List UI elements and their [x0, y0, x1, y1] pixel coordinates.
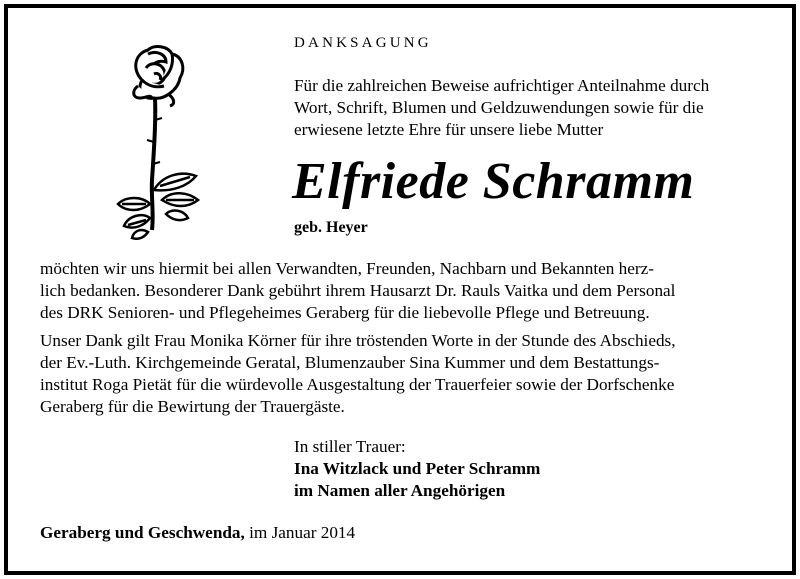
deceased-name: Elfriede Schramm — [292, 153, 695, 210]
rose-icon — [102, 40, 202, 240]
intro-line: Für die zahlreichen Beweise aufrichtiger Anteilnahme durch — [294, 76, 710, 95]
thanks-paragraph-2 — [40, 330, 770, 418]
signature-intro: In stiller Trauer: — [294, 437, 406, 456]
signature-family: im Namen aller Angehörigen — [294, 481, 506, 500]
signature-names: Ina Witzlack und Peter Schramm — [294, 459, 541, 478]
place-name: Geraberg und Geschwenda, — [40, 523, 245, 542]
thanks-paragraph-1 — [40, 258, 770, 324]
birth-name: geb. Heyer — [294, 219, 368, 236]
paragraph-line: institut Roga Pietät für die würdevolle Ausgestaltung der Trauerfeier sowie der Dorfschenke — [40, 375, 675, 394]
signature-block — [294, 436, 540, 502]
paragraph-line: möchten wir uns hiermit bei allen Verwandten, Freunden, Nachbarn und Bekannten herz- — [40, 259, 654, 278]
paragraph-line: der Ev.-Luth. Kirchgemeinde Geratal, Blumenzauber Sina Kummer und dem Bestattungs- — [40, 353, 660, 372]
date-text: im Januar 2014 — [249, 523, 356, 542]
paragraph-line: des DRK Senioren- und Pflegeheimes Geraberg für die liebevolle Pflege und Betreuung. — [40, 303, 650, 322]
place-date — [40, 523, 355, 543]
intro-text — [294, 75, 774, 141]
paragraph-line: lich bedanken. Besonderer Dank gebührt ihrem Hausarzt Dr. Rauls Vaitka und dem Personal — [40, 281, 676, 300]
paragraph-line: Unser Dank gilt Frau Monika Körner für ihre tröstenden Worte in der Stunde des Abschieds, — [40, 331, 676, 350]
notice-heading: DANKSAGUNG — [294, 35, 432, 51]
intro-line: Wort, Schrift, Blumen und Geldzuwendungen sowie für die — [294, 98, 704, 117]
paragraph-line: Geraberg für die Bewirtung der Trauergäste. — [40, 397, 345, 416]
intro-line: erwiesene letzte Ehre für unsere liebe Mutter — [294, 120, 604, 139]
